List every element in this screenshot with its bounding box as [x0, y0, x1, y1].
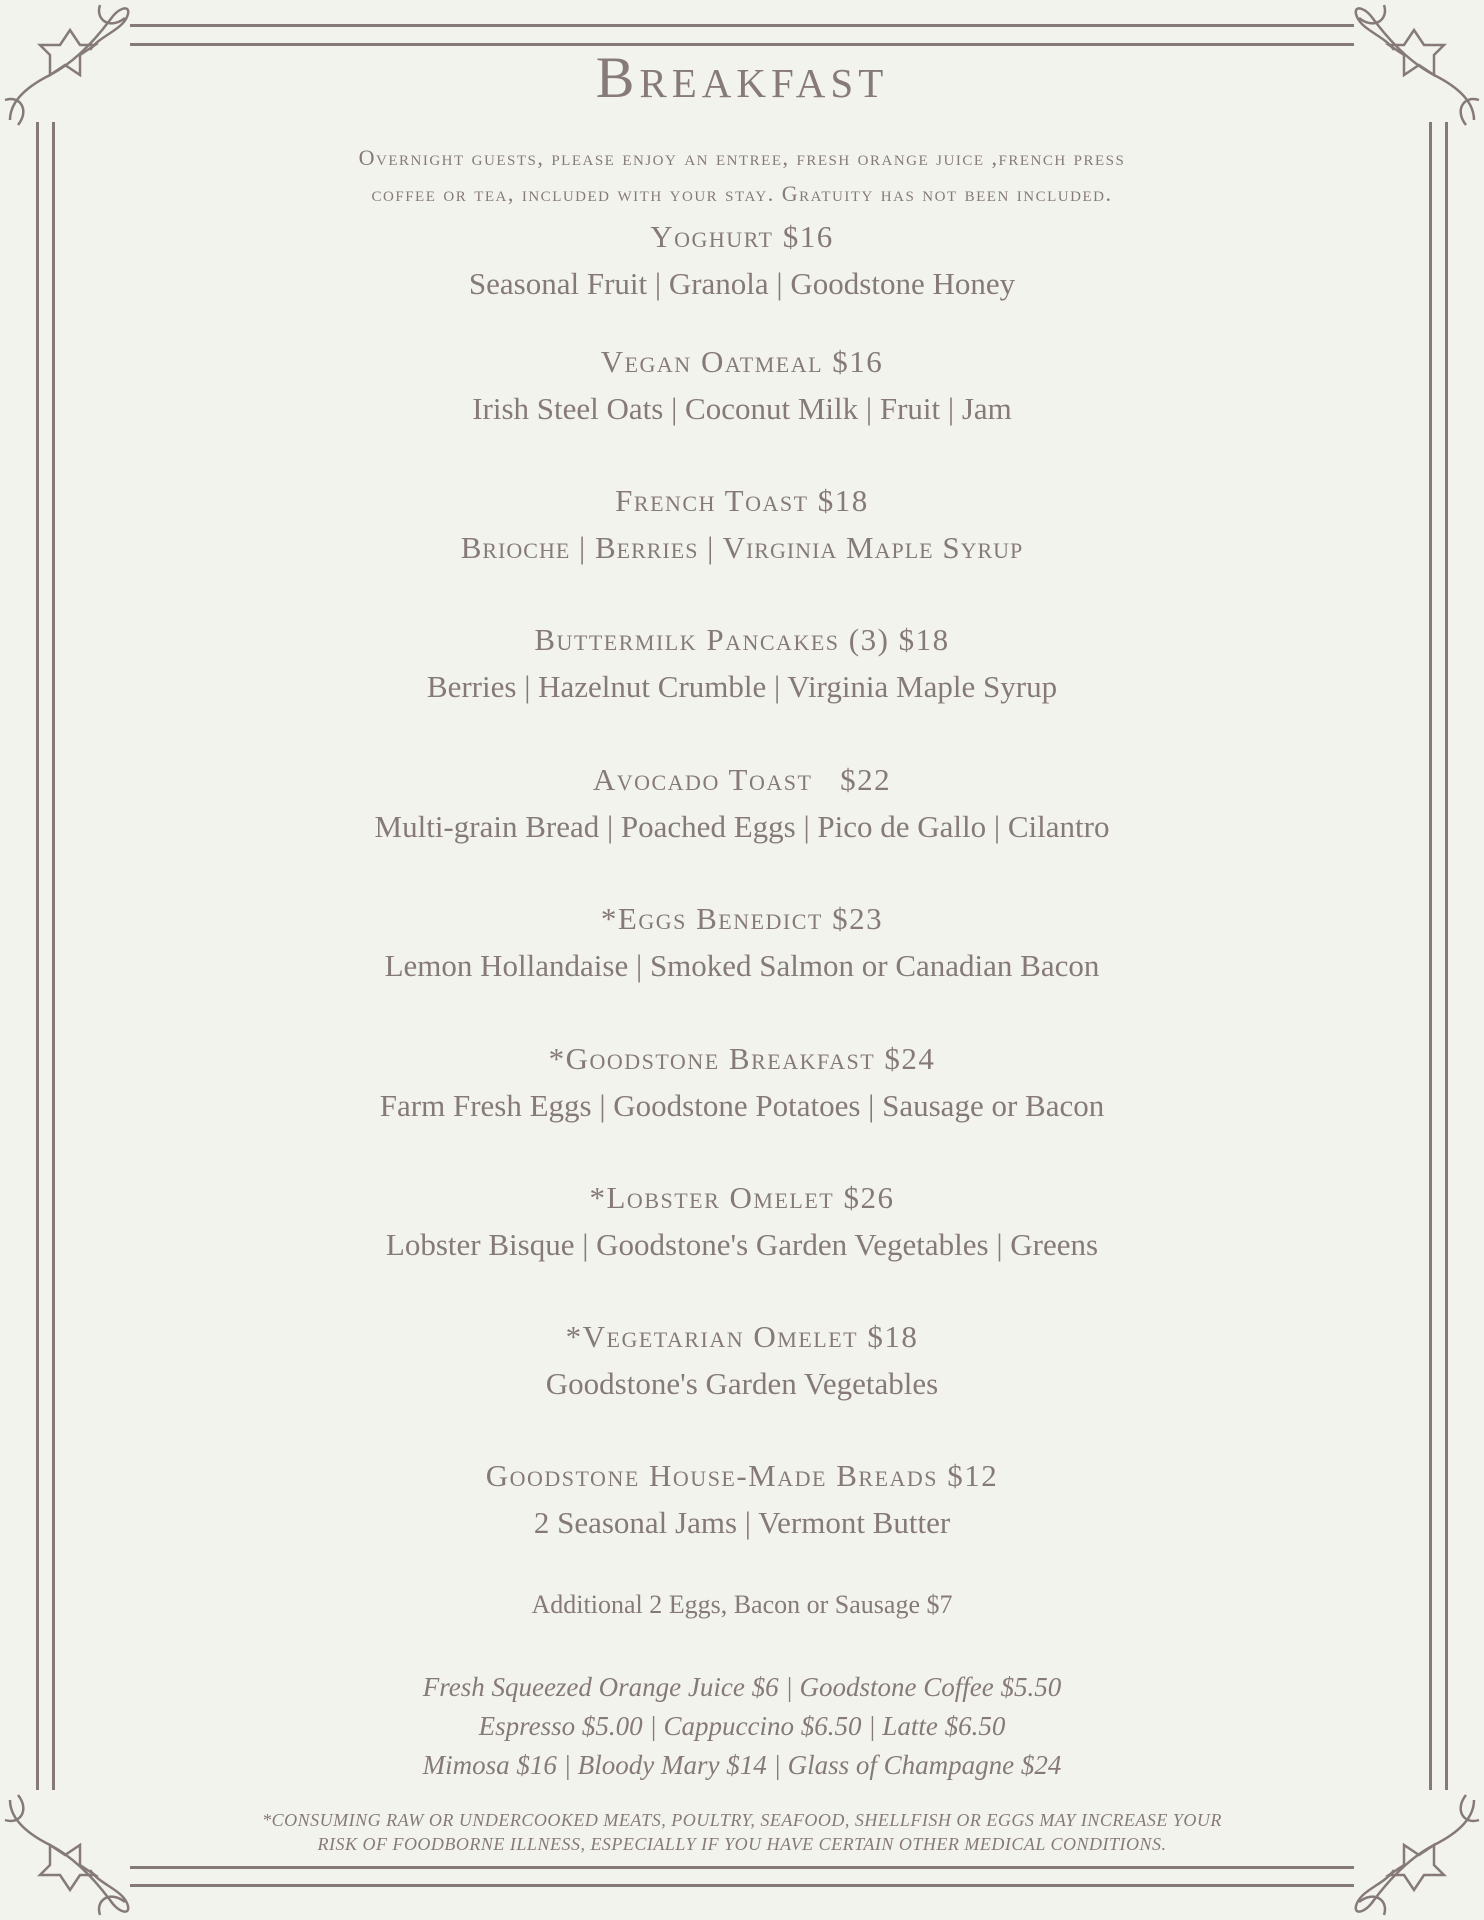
- drinks-line: Fresh Squeezed Orange Juice $6 | Goodstone Coffee $5.50: [422, 1672, 1062, 1702]
- item-description: Lemon Hollandaise | Smoked Salmon or Canadian Bacon: [384, 948, 1100, 983]
- intro-line: coffee or tea, included with your stay. Gratuity has not been included.: [371, 181, 1113, 206]
- item-name: Yoghurt $16: [650, 219, 834, 254]
- item-name: *Goodstone Breakfast $24: [548, 1041, 936, 1076]
- menu-item: [60, 482, 1424, 568]
- disclaimer-line: RISK OF FOODBORNE ILLNESS, ESPECIALLY IF YOU HAVE CERTAIN OTHER MEDICAL CONDITIONS.: [317, 1834, 1167, 1854]
- intro-line: Overnight guests, please enjoy an entree, fresh orange juice ,french press: [358, 145, 1126, 170]
- item-name: *Vegetarian Omelet $18: [565, 1319, 919, 1354]
- item-name: Buttermilk Pancakes (3) $18: [534, 622, 950, 657]
- menu-item: [60, 761, 1424, 847]
- item-description: Brioche | Berries | Virginia Maple Syrup: [460, 530, 1024, 565]
- item-description: 2 Seasonal Jams | Vermont Butter: [533, 1505, 951, 1540]
- drinks-line: Espresso $5.00 | Cappuccino $6.50 | Latte $6.50: [478, 1711, 1006, 1741]
- drinks-list: [0, 1668, 1484, 1785]
- health-disclaimer: [150, 1808, 1334, 1856]
- intro-text: [220, 140, 1264, 212]
- item-name: Avocado Toast $22: [592, 762, 892, 797]
- drinks-line: Mimosa $16 | Bloody Mary $14 | Glass of Champagne $24: [422, 1750, 1062, 1780]
- item-name: Goodstone House-Made Breads $12: [485, 1458, 999, 1493]
- item-description: Lobster Bisque | Goodstone's Garden Vegetables | Greens: [385, 1227, 1099, 1262]
- item-name: *Eggs Benedict $23: [600, 901, 884, 936]
- menu-item: [60, 1318, 1424, 1404]
- add-on-line: Additional 2 Eggs, Bacon or Sausage $7: [531, 1590, 953, 1619]
- item-description: Farm Fresh Eggs | Goodstone Potatoes | Sausage or Bacon: [379, 1088, 1105, 1123]
- item-description: Irish Steel Oats | Coconut Milk | Fruit | Jam: [472, 391, 1012, 426]
- item-description: Goodstone's Garden Vegetables: [545, 1366, 939, 1401]
- item-name: French Toast $18: [615, 483, 869, 518]
- menu-item: [60, 218, 1424, 304]
- menu-item: [60, 1040, 1424, 1126]
- menu-item: [60, 1179, 1424, 1265]
- page-title: Breakfast: [595, 45, 889, 110]
- menu-item: [60, 900, 1424, 986]
- menu-item: [60, 1457, 1424, 1543]
- item-description: Seasonal Fruit | Granola | Goodstone Honey: [468, 266, 1016, 301]
- item-name: *Lobster Omelet $26: [589, 1180, 895, 1215]
- disclaimer-line: *CONSUMING RAW OR UNDERCOOKED MEATS, POULTRY, SEAFOOD, SHELLFISH OR EGGS MAY INCREASE YOUR: [262, 1810, 1222, 1830]
- item-description: Berries | Hazelnut Crumble | Virginia Maple Syrup: [426, 669, 1058, 704]
- item-description: Multi-grain Bread | Poached Eggs | Pico de Gallo | Cilantro: [374, 809, 1110, 844]
- item-name: Vegan Oatmeal $16: [600, 344, 884, 379]
- menu-item: [60, 343, 1424, 429]
- menu-item: [60, 621, 1424, 707]
